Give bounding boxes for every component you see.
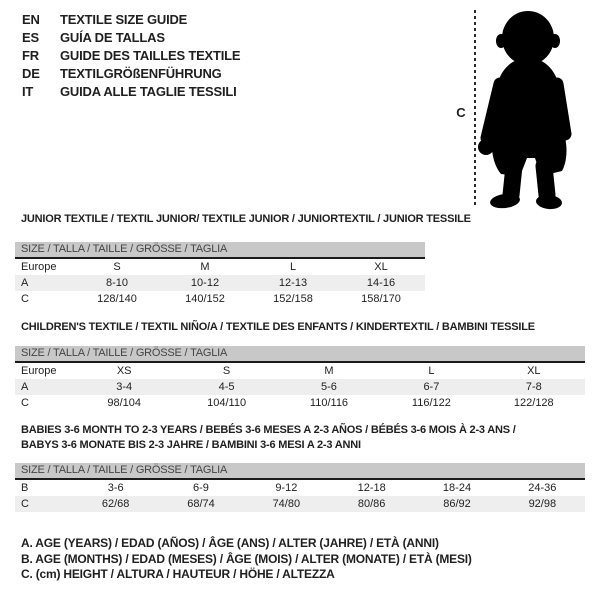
table-cell: 128/140 [97, 293, 137, 305]
language-title: TEXTILGRÖßENFÜHRUNG [60, 65, 222, 81]
table-cell: 7-8 [525, 381, 542, 393]
table-cell: XL [374, 261, 388, 273]
language-title: TEXTILE SIZE GUIDE [60, 11, 188, 27]
baby-silhouette-icon [478, 8, 590, 210]
table-cell: S [222, 365, 231, 377]
row-label: B [21, 482, 29, 494]
language-code: DE [22, 65, 40, 81]
junior-textile-section [15, 212, 471, 307]
table-cell: 10-12 [190, 277, 220, 289]
table-cell: S [113, 261, 121, 273]
footnote-a: A. AGE (YEARS) / EDAD (AÑOS) / ÂGE (ANS) / ALTER (JAHRE) / ETÀ (ANNI) [21, 536, 439, 550]
junior-size-header-bar: SIZE / TALLA / TAILLE / GRÖSSE / TAGLIA [15, 242, 425, 259]
height-measure-dashed-line [474, 10, 476, 208]
table-cell: 116/122 [411, 397, 451, 409]
table-cell: 8-10 [105, 277, 129, 289]
table-cell: 6-7 [423, 381, 440, 393]
row-label: C [21, 397, 29, 409]
table-row [15, 363, 585, 379]
babies-section-title-line1: BABIES 3-6 MONTH TO 2-3 YEARS / BEBÉS 3-6 MESES A 2-3 AÑOS / BÉBÉS 3-6 MOIS À 2-3 ANS / [21, 424, 516, 436]
row-label: C [21, 293, 29, 305]
table-cell: 24-36 [528, 482, 557, 494]
table-cell: 12-13 [278, 277, 308, 289]
table-cell: 6-9 [193, 482, 209, 494]
height-measure-label: C [456, 105, 466, 120]
table-cell: 80/86 [357, 498, 386, 510]
row-label: A [21, 381, 29, 393]
language-code: EN [22, 11, 40, 27]
language-code: ES [22, 29, 39, 45]
table-cell: 98/104 [107, 397, 142, 409]
babies-textile-section [15, 423, 585, 512]
row-label: A [21, 277, 29, 289]
junior-section-title: JUNIOR TEXTILE / TEXTIL JUNIOR/ TEXTILE JUNIOR / JUNIORTEXTIL / JUNIOR TESSILE [21, 213, 471, 225]
table-row [15, 395, 585, 411]
table-cell: 122/128 [513, 397, 554, 409]
footnote-b: B. AGE (MONTHS) / EDAD (MESES) / ÂGE (MOIS) / ALTER (MONATE) / ETÀ (MESI) [21, 551, 472, 566]
table-cell: 12-18 [357, 482, 386, 494]
table-row [15, 259, 425, 275]
table-row [15, 496, 585, 512]
babies-section-title-line2: BABYS 3-6 MONATE BIS 2-3 JAHRE / BAMBINI 3-6 MESI A 2-3 ANNI [21, 439, 361, 451]
table-cell: 3-6 [107, 482, 124, 494]
table-cell: L [428, 365, 435, 377]
babies-size-header-bar: SIZE / TALLA / TAILLE / GRÖSSE / TAGLIA [15, 463, 585, 480]
table-cell: 68/74 [187, 498, 215, 510]
table-cell: 9-12 [275, 482, 298, 494]
table-cell: 86/92 [443, 498, 471, 510]
table-cell: 152/158 [273, 293, 313, 305]
table-cell: 3-4 [116, 381, 133, 393]
language-title: GUIDE DES TAILLES TEXTILE [60, 47, 241, 63]
language-code: FR [22, 47, 39, 63]
language-code: IT [22, 83, 34, 99]
table-row [15, 275, 425, 291]
footnote-c: C. (cm) HEIGHT / ALTURA / HAUTEUR / HÖHE / ALTEZZA [21, 567, 335, 581]
table-cell: 110/116 [309, 397, 349, 409]
table-cell: 14-16 [366, 277, 396, 289]
table-cell: M [324, 365, 334, 377]
language-title: GUÍA DE TALLAS [60, 29, 165, 45]
table-cell: XL [527, 365, 541, 377]
children-section-title: CHILDREN'S TEXTILE / TEXTIL NIÑO/A / TEXTILE DES ENFANTS / KINDERTEXTIL / BAMBINI TESSILE [21, 321, 535, 333]
table-cell: 104/110 [207, 397, 247, 409]
row-label: Europe [21, 365, 57, 377]
row-label: C [21, 498, 29, 510]
table-cell: 158/170 [361, 293, 401, 305]
language-title: GUIDA ALLE TAGLIE TESSILI [60, 83, 237, 99]
table-cell: 4-5 [218, 381, 235, 393]
table-cell: 5-6 [321, 381, 337, 393]
table-cell: 140/152 [185, 293, 225, 305]
table-row [15, 480, 585, 496]
table-cell: 74/80 [272, 498, 301, 510]
footnotes [21, 536, 472, 583]
table-cell: 18-24 [442, 482, 472, 494]
table-cell: L [289, 261, 297, 273]
baby-figure-area [0, 0, 600, 215]
table-cell: XS [116, 365, 132, 377]
children-size-header-bar: SIZE / TALLA / TAILLE / GRÖSSE / TAGLIA [15, 346, 585, 363]
table-cell: 92/98 [528, 498, 557, 510]
table-cell: 62/68 [101, 498, 130, 510]
table-row [15, 291, 425, 307]
children-textile-section [15, 320, 585, 411]
table-cell: M [200, 261, 210, 273]
table-row [15, 379, 585, 395]
row-label: Europe [21, 261, 57, 273]
